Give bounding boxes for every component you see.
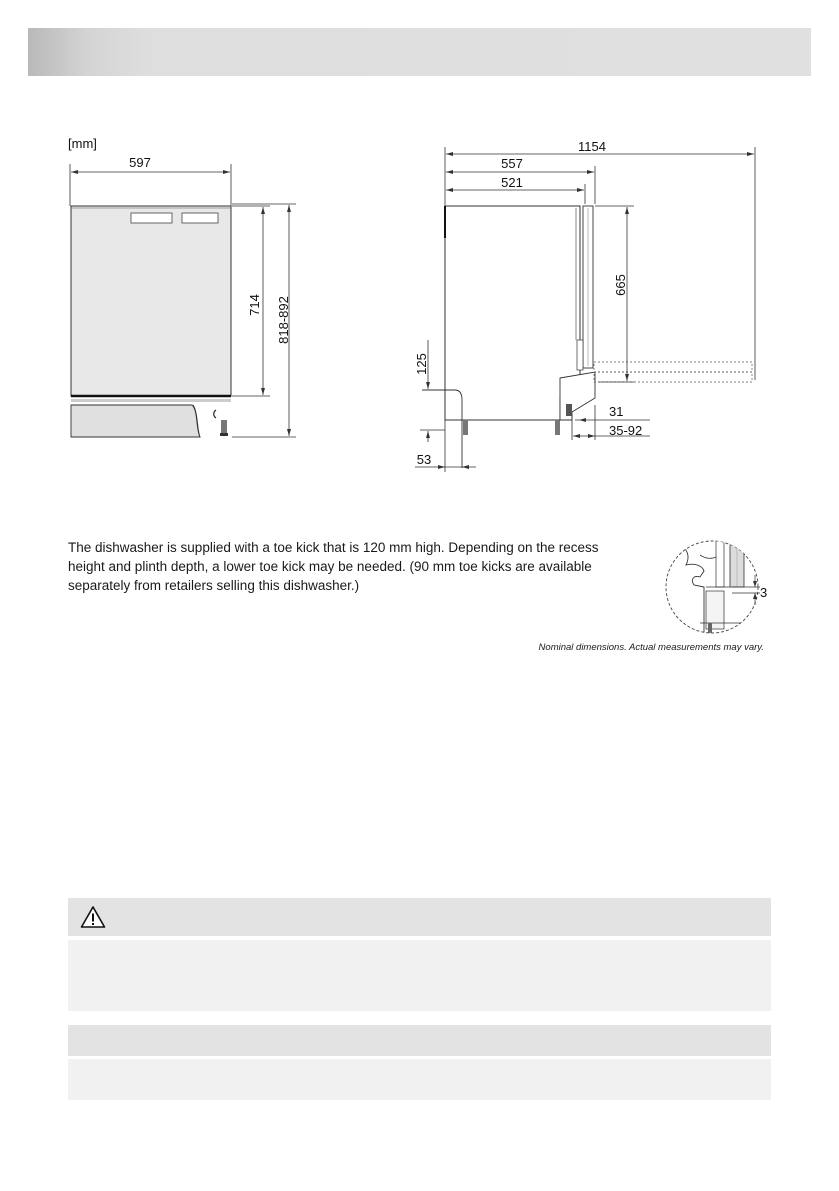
depth-body-label: 521 bbox=[501, 175, 523, 190]
detail-gap-label: 3 bbox=[760, 585, 768, 600]
door-height-label: 714 bbox=[247, 294, 262, 316]
plinth-depth-label: 35-92 bbox=[609, 423, 643, 438]
warning-body bbox=[68, 940, 771, 1011]
side-view-diagram bbox=[0, 0, 839, 500]
toe-kick-detail-diagram bbox=[660, 535, 780, 640]
toe-kick-height-label: 125 bbox=[414, 353, 429, 375]
info-body bbox=[68, 1059, 771, 1100]
warning-header bbox=[68, 898, 771, 936]
depth-open-label: 1154 bbox=[578, 139, 606, 154]
door-panel-height-label: 665 bbox=[613, 274, 628, 296]
info-header bbox=[68, 1025, 771, 1056]
depth-total-label: 557 bbox=[501, 156, 523, 171]
total-height-label: 818-892 bbox=[276, 296, 291, 344]
toe-kick-paragraph: The dishwasher is supplied with a toe kick that is 120 mm high. Depending on the recess height and plinth depth, a lower toe kick may be needed. (90 mm toe kicks are available separately from retailers selling this dishwasher.) bbox=[68, 540, 599, 593]
warning-triangle-icon bbox=[80, 905, 106, 929]
door-offset-label: 31 bbox=[609, 404, 624, 419]
unit-label: [mm] bbox=[68, 136, 97, 151]
nominal-dimensions-note: Nominal dimensions. Actual measurements may vary. bbox=[538, 642, 764, 653]
foot-setback-label: 53 bbox=[416, 452, 432, 467]
front-width-label: 597 bbox=[129, 155, 151, 170]
